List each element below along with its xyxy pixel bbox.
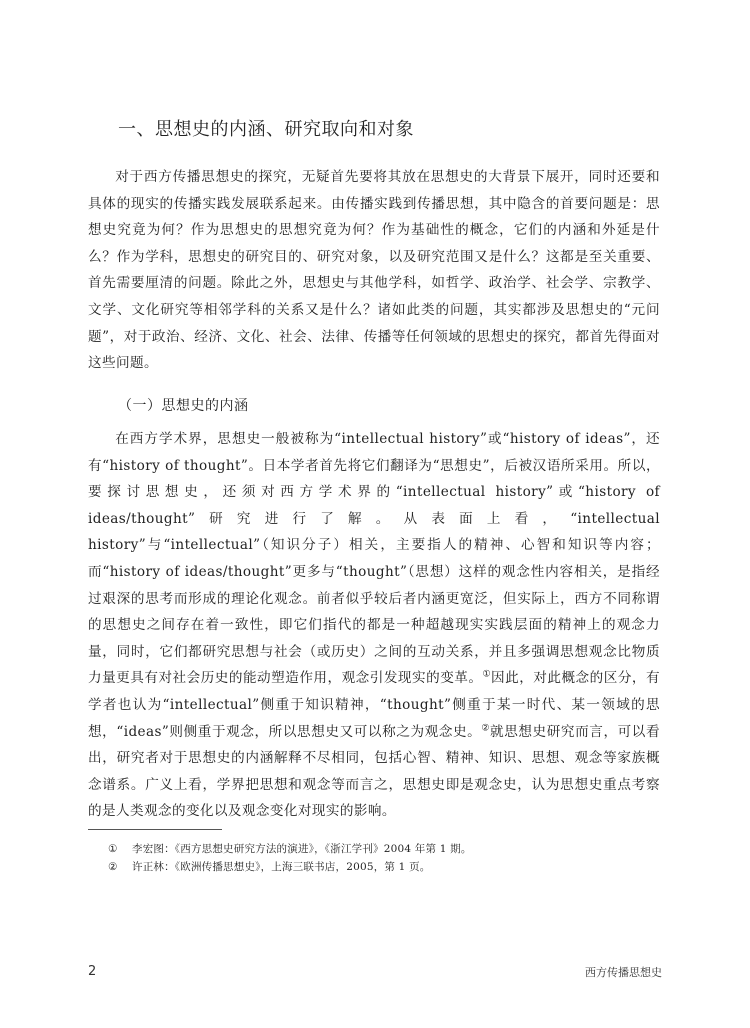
running-head: 西方传播思想史 [585,966,662,979]
body-block-2 [88,426,660,825]
footnote-text: 许正林：《欧洲传播思想史》，上海三联书店，2005，第 1 页。 [132,861,431,873]
subsection-title: （一）思想史的内涵 [118,398,249,414]
body-block-1 [88,164,660,377]
footnote-text: 李宏图：《西方思想史研究方法的演进》，《浙江学刊》2004 年第 1 期。 [132,843,472,855]
paragraph: 对于西方传播思想史的探究，无疑首先要将其放在思想史的大背景下展开，同时还要和具体的现实的传播实践发展联系起来。由传播实践到传播思想，其中隐含的首要问题是：思想史究竟为何？作为思想史的思想究竟为何？作为基础性的概念，它们的内涵和外延是什么？作为学科，思想史的研究目的、研究对象，以及研究范围又是什么？这都是至关重要、首先需要厘清的问题。除此之外，思想史与其他学科，如哲学、政治学、社会学、宗教学、文学、文化研究等相邻学科的关系又是什么？诸如此类的问题，其实都涉及思想史的“元问题”，对于政治、经济、文化、社会、法律、传播等任何领域的思想史的探究，都首先得面对这些问题。 [88,169,660,372]
paragraph-text: 就思想史研究而言，可以看出，研究者对于思想史的内涵解释不尽相同，包括心智、精神、知识、思想、观念等家族概念谱系。广义上看，学界把思想和观念等而言之，思想史即是观念史，认为思想史重点考察的是人类观念的变化以及观念变化对现实的影响。 [88,723,660,820]
paragraph-text: 因此，对此概念的区分，有学者也认为“intellectual”侧重于知识精神，“thought”侧重于某一时代、某一领域的思想，“ideas”则侧重于观念，所以思想史又可以称之为观念史。 [88,670,660,740]
footnote-ref-1[interactable]: ① [482,669,492,680]
page-number: 2 [88,964,97,979]
section-title: 一、思想史的内涵、研究取向和对象 [118,119,414,140]
footnote-item [108,858,648,876]
footnote-divider [88,829,222,830]
footnote-mark: ① [108,843,118,855]
paragraph [88,426,660,825]
footnote-mark: ② [108,861,118,873]
footnotes [108,840,648,876]
footnote-item [108,840,648,858]
paragraph-text: 在西方学术界，思想史一般被称为“intellectual history”或“history of ideas”，还有“history of thought”。日本学者首先将它们翻译为“思想史”，后被汉语所采用。所以，要探讨思想史，还须对西方学术界的“intellectual history”或“history of ideas/thought”研究进行了解。从表面上看，“intellectual history”与“intellectual”（知识分子）相关，主要指人的精神、心智和知识等内容；而“history of ideas/thought”更多与“thought”（思想）这样的观念性内容相关，是指经过艰深的思考而形成的理论化观念。前者似乎较后者内涵更宽泛，但实际上，西方不同称谓的思想史之间存在着一致性，即它们指代的都是一种超越现实实践层面的精神上的观念力量，同时，它们都研究思想与社会（或历史）之间的互动关系，并且多强调思想观念比物质力量更具有对社会历史的能动塑造作用，观念引发现实的变革。 [88,431,660,687]
footnote-ref-2[interactable]: ② [481,723,491,733]
